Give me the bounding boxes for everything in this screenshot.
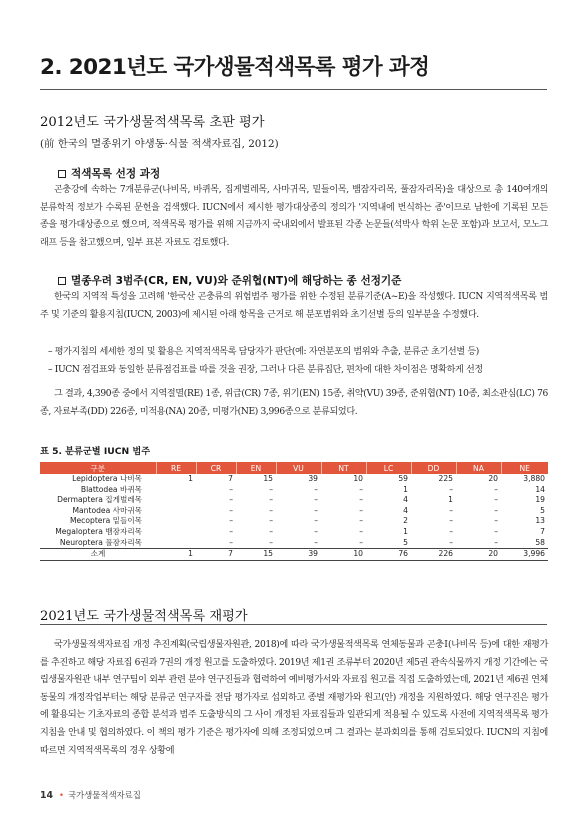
table-cell	[156, 527, 196, 538]
table-cell: 14	[535, 484, 545, 494]
table-row	[40, 474, 548, 485]
table-cell: 1	[448, 495, 453, 505]
checkbox-square-icon	[58, 277, 66, 285]
section2-rule	[40, 624, 547, 625]
table-cell: –	[449, 505, 453, 515]
table-cell: Lepidoptera 나비목	[72, 474, 142, 483]
col-header: DD	[411, 462, 456, 474]
table-caption: 표 5. 분류군별 IUCN 범주	[40, 446, 151, 457]
table-cell: 13	[535, 516, 545, 526]
section-b-paragraph	[40, 289, 548, 324]
table-cell: 19	[535, 495, 545, 505]
table-cell: –	[494, 526, 498, 536]
table-cell: 10	[353, 474, 363, 483]
table-cell: –	[269, 495, 273, 505]
section1-heading: 2012년도 국가생물적색목록 초판 평가	[40, 115, 265, 130]
section-b-text: 한국의 지역적 특성을 고려해 '한국산 곤충류의 위험범주 평가를 위한 수정된 분류기준(A~E)을 작성했다. IUCN 지역적색목록 범주 및 기준의 활용지침(IUCN, 2003)에 제시된 아래 항목을 근거로 해 분포범위와 초기선별 등의 일부분을 수정했다.	[40, 292, 548, 320]
table-cell: –	[494, 495, 498, 505]
col-header: EN	[236, 462, 276, 474]
table-cell: –	[314, 505, 318, 515]
table-cell: –	[269, 537, 273, 547]
col-header: NE	[501, 462, 548, 474]
table-cell: 20	[456, 549, 501, 561]
table-cell: 소계	[40, 549, 156, 561]
table-cell: –	[449, 526, 453, 536]
table-cell	[156, 538, 196, 549]
table-cell: 5	[540, 505, 545, 515]
table-header-row	[40, 462, 548, 474]
table-cell: 5	[403, 537, 408, 547]
table-cell: 20	[488, 474, 498, 483]
table-cell: 225	[438, 474, 453, 483]
table-cell: 7	[228, 474, 233, 483]
page-number: 14	[40, 790, 54, 801]
iucn-category-table	[40, 462, 548, 561]
table-cell: 59	[398, 474, 408, 483]
table-cell: –	[359, 505, 363, 515]
table-cell: 58	[535, 537, 545, 547]
table-row	[40, 485, 548, 496]
section-b-heading-text: 멸종우려 3범주(CR, EN, VU)와 준위협(NT)에 해당하는 종 선정기준	[71, 275, 402, 287]
table-cell: –	[229, 516, 233, 526]
section2-paragraph	[40, 637, 548, 760]
table-cell: –	[269, 505, 273, 515]
table-total-row	[40, 549, 548, 561]
table-cell: –	[494, 537, 498, 547]
col-header: NA	[456, 462, 501, 474]
table-cell: –	[314, 537, 318, 547]
table-cell: –	[229, 537, 233, 547]
table-cell: 226	[411, 549, 456, 561]
table-cell: 1	[188, 474, 193, 483]
table-cell: –	[449, 537, 453, 547]
table-cell: 2	[403, 516, 408, 526]
table-cell: –	[269, 484, 273, 494]
table-cell: 4	[403, 505, 408, 515]
table-cell: –	[359, 537, 363, 547]
table-cell: –	[494, 516, 498, 526]
table-cell: Blattodea 바퀴목	[80, 484, 142, 494]
table-cell: 1	[156, 549, 196, 561]
table-cell: Dermaptera 집게벌레목	[57, 495, 142, 505]
table-cell: –	[314, 526, 318, 536]
col-header: VU	[276, 462, 321, 474]
table-cell	[156, 506, 196, 517]
col-header: NT	[321, 462, 366, 474]
section-b-result	[40, 386, 548, 421]
table-row	[40, 527, 548, 538]
table-cell: –	[314, 495, 318, 505]
bullet-dot-icon: •	[59, 790, 64, 800]
table-cell: –	[449, 484, 453, 494]
table-cell: 76	[366, 549, 411, 561]
table-cell: –	[359, 495, 363, 505]
col-header: RE	[156, 462, 196, 474]
table-cell: 10	[321, 549, 366, 561]
col-header: 구분	[40, 462, 156, 474]
section-a-paragraph	[40, 182, 548, 252]
table-cell: 7	[196, 549, 236, 561]
table-cell	[156, 516, 196, 527]
footer-title: 국가생물적색자료집	[68, 790, 141, 800]
table-cell: –	[494, 505, 498, 515]
table-cell: –	[269, 516, 273, 526]
table-cell: –	[269, 526, 273, 536]
col-header: LC	[366, 462, 411, 474]
table-cell	[156, 485, 196, 496]
table-cell: –	[449, 516, 453, 526]
table-cell: Megaloptera 뱀잠자리목	[55, 526, 142, 536]
table-cell: 15	[236, 549, 276, 561]
table-cell: –	[229, 526, 233, 536]
bullet-item: – 평가지침의 세세한 정의 및 활용은 지역적색목록 담당자가 판단(예: 자연분포의 범위와 추출, 분류군 초기선별 등)	[48, 347, 479, 357]
table-cell: 39	[308, 474, 318, 483]
table-cell: 1	[403, 526, 408, 536]
table-row	[40, 495, 548, 506]
table-cell: –	[359, 516, 363, 526]
section-a-heading	[58, 166, 160, 181]
title-rule	[40, 89, 547, 90]
table-row	[40, 506, 548, 517]
table-cell: –	[494, 484, 498, 494]
table-cell: 15	[263, 474, 273, 483]
table-cell: –	[229, 484, 233, 494]
table-cell: 4	[403, 495, 408, 505]
bullet-item: – IUCN 점검표와 동일한 분류점검표를 따를 것을 권장, 그러나 다른 분류집단, 편차에 대한 차이점은 명확하게 선정	[48, 365, 483, 375]
table-cell: Neuroptera 풀잠자리목	[59, 537, 142, 547]
table-cell: 7	[540, 526, 545, 536]
table-cell: –	[359, 484, 363, 494]
col-header: CR	[196, 462, 236, 474]
table-cell: Mantodea 사마귀목	[72, 505, 142, 515]
table-cell: 3,880	[523, 474, 545, 483]
table-cell: 1	[403, 484, 408, 494]
section1-subtitle: (前 한국의 멸종위기 야생동·식물 적색자료집, 2012)	[40, 138, 279, 150]
table-cell: –	[314, 484, 318, 494]
section-b-heading	[58, 273, 401, 288]
table-cell: –	[359, 526, 363, 536]
section2-heading: 2021년도 국가생물적색목록 재평가	[40, 609, 248, 624]
table-cell: Mecoptera 밑들이목	[69, 516, 142, 526]
table-cell: 39	[276, 549, 321, 561]
table-cell	[156, 495, 196, 506]
page-footer	[40, 789, 141, 801]
section2-text: 국가생물적색자료집 개정 추진계획(국립생물자원관, 2018)에 따라 국가생물적색목록 연체동물과 곤충Ⅰ(나비목 등)에 대한 재평가를 추진하고 해당 자료집 6권과 7권의 개정 원고를 도출하였다. 2019년 제1권 조류부터 2020년 제5권 관속식물까지 개정 기간에는 국립생물자원관 내부 연구팀이 외부 관련 분야 연구진들과 협력하여 예비평가서와 자료집 원고를 직접 도출하였는데, 2021년 제6권 연체동물의 개정작업부터는 해당 분류군 연구자를 전담 평가자로 섭외하고 종별 재평가와 원고(안) 개정을 지원하였다. 해당 연구진은 평가에 활용되는 기초자료의 종합 분석과 범주 도출방식의 그 사이 개정된 자료집들과 일관되게 적용될 수 있도록 사전에 지역적색목록 평가 지침을 안내 및 협의하였다. 이 책의 평가 기준은 평가자에 의해 조정되었으며 그 결과는 분과회의를 통해 검토되었다. IUCN의 지침에 따르면 지역적색목록의 경우 상황에	[40, 640, 548, 756]
section-a-text: 곤충강에 속하는 7개분류군(나비목, 바퀴목, 집게벌레목, 사마귀목, 밑들이목, 뱀잠자리목, 풀잠자리목)을 대상으로 총 140여개의 분류학적 정보가 수록된 문헌을 검색했다. IUCN에서 제시한 평가대상종의 정의가 '지역내에 번식하는 종'이므로 남한에 기록된 모든 종을 평가대상종으로 했으며, 적색목록 평가를 위해 지금까지 국내외에서 발표된 각종 논문들(석박사 학위 논문 포함)과 보고서, 모노그래프 등을 참고했으며, 일부 표본 자료도 검토했다.	[40, 185, 548, 248]
table-cell: –	[229, 505, 233, 515]
table-row	[40, 516, 548, 527]
section-b-result-text: 그 결과, 4,390종 중에서 지역절멸(RE) 1종, 위급(CR) 7종, 위기(EN) 15종, 취약(VU) 39종, 준위협(NT) 10종, 최소관심(LC) 76종, 자료부족(DD) 226종, 미적용(NA) 20종, 미평가(NE) 3,996종으로 분류되었다.	[40, 389, 548, 417]
table-cell: 3,996	[501, 549, 548, 561]
table-cell: –	[229, 495, 233, 505]
table-row	[40, 538, 548, 549]
section-a-heading-text: 적색목록 선정 과정	[71, 168, 161, 180]
page-title: 2. 2021년도 국가생물적색목록 평가 과정	[40, 55, 430, 80]
checkbox-square-icon	[58, 170, 66, 178]
table-cell: –	[314, 516, 318, 526]
